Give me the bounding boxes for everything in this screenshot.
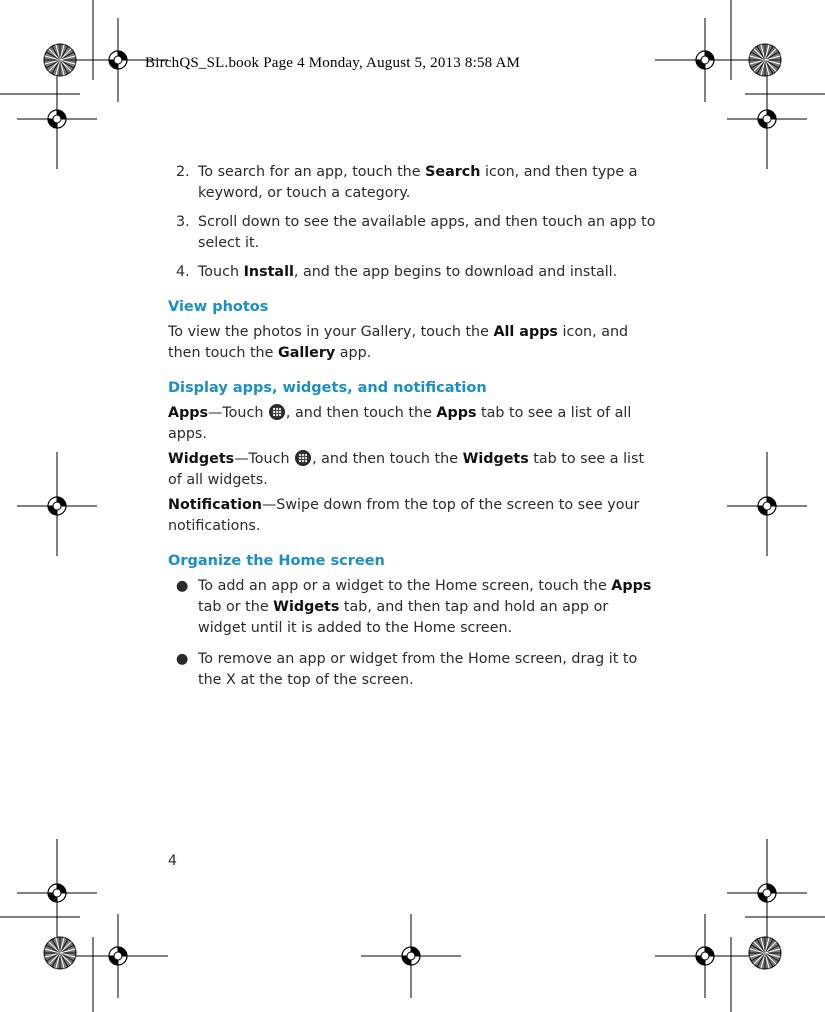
registration-target — [758, 884, 776, 902]
registration-target — [696, 51, 714, 69]
registration-target — [402, 947, 420, 965]
bullet-icon: ● — [176, 578, 189, 594]
bullet-text: To add an app or a widget to the Home screen, touch the Apps tab or the Widgets tab, and then tap and hold an app or widget until it is added to the Home screen. — [198, 578, 652, 636]
heading-organize-home: Organize the Home screen — [168, 553, 385, 569]
registration-target — [109, 947, 127, 965]
bullet-text: To remove an app or widget from the Home screen, drag it to the X at the top of the screen. — [198, 651, 638, 688]
widgets-paragraph: Widgets—Touch , and then touch the Widgets tab to see a list of all widgets. — [168, 451, 645, 488]
step-text: Scroll down to see the available apps, and then touch an app to select it. — [198, 214, 656, 251]
step-text: To search for an app, touch the Search icon, and then type a keyword, or touch a category. — [198, 164, 638, 201]
list-item — [168, 576, 660, 639]
step-number: 4. — [176, 264, 190, 280]
apps-paragraph: Apps—Touch , and then touch the Apps tab to see a list of all apps. — [168, 405, 632, 442]
all-apps-icon — [295, 450, 311, 466]
step-number: 3. — [176, 214, 190, 230]
starburst-mark — [749, 44, 781, 76]
step-number: 2. — [176, 164, 190, 180]
step-2 — [168, 162, 660, 204]
bullet-icon: ● — [176, 651, 189, 667]
registration-target — [48, 497, 66, 515]
all-apps-icon — [269, 404, 285, 420]
starburst-mark — [749, 937, 781, 969]
view-photos-paragraph: To view the photos in your Gallery, touch the All apps icon, and then touch the Gallery app. — [168, 324, 629, 361]
heading-display-apps: Display apps, widgets, and notification — [168, 380, 487, 396]
registration-target — [758, 110, 776, 128]
page-content — [168, 162, 660, 701]
search-term: Search — [425, 164, 481, 180]
registration-target — [758, 497, 776, 515]
step-3 — [168, 212, 660, 254]
heading-view-photos: View photos — [168, 299, 269, 315]
page-number: 4 — [168, 853, 177, 869]
step-4 — [168, 262, 660, 283]
notification-paragraph: Notification—Swipe down from the top of the screen to see your notifications. — [168, 497, 640, 534]
step-text: Touch Install, and the app begins to download and install. — [198, 264, 618, 280]
starburst-mark — [44, 937, 76, 969]
registration-target — [48, 110, 66, 128]
starburst-mark — [44, 44, 76, 76]
registration-target — [48, 884, 66, 902]
book-header-stamp: BirchQS_SL.book Page 4 Monday, August 5, 2013 8:58 AM — [145, 55, 521, 71]
registration-target — [696, 947, 714, 965]
list-item — [168, 649, 660, 691]
registration-target — [109, 51, 127, 69]
install-term: Install — [243, 264, 294, 280]
